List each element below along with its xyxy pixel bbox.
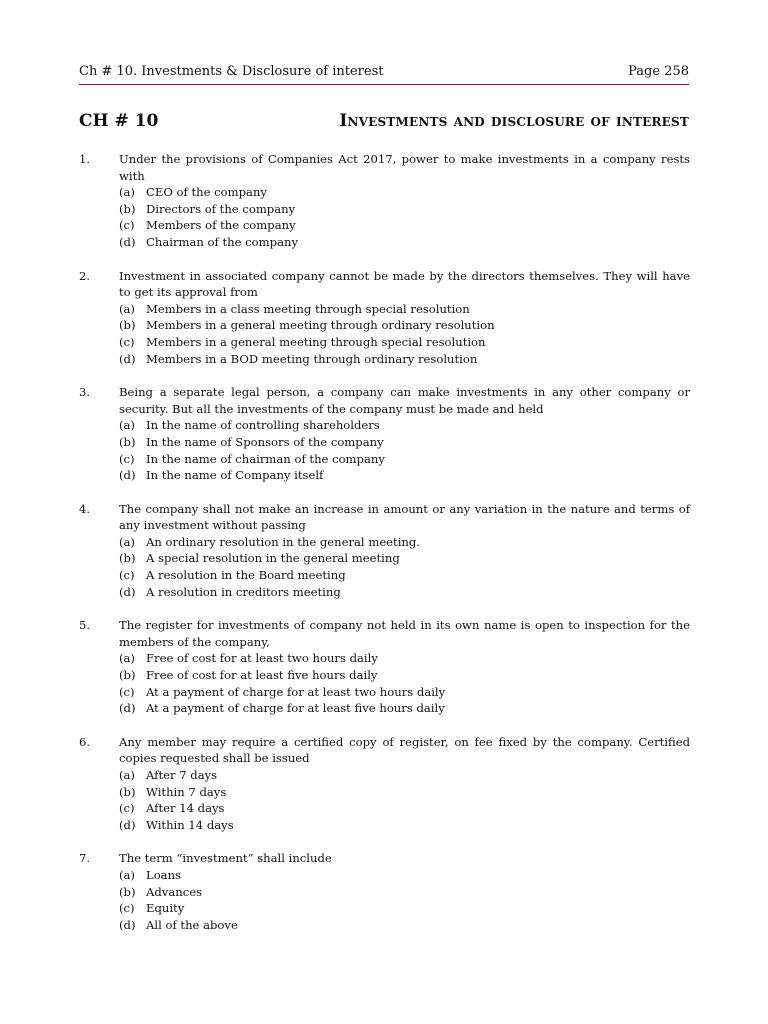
option-text: At a payment of charge for at least two hours daily bbox=[146, 684, 446, 699]
option-c bbox=[119, 217, 690, 234]
option-text: A resolution in creditors meeting bbox=[146, 584, 341, 599]
option-text: After 14 days bbox=[146, 801, 225, 816]
question-number: 7. bbox=[79, 851, 91, 866]
option-text: Members in a class meeting through special resolution bbox=[146, 301, 470, 316]
option-label: (b) bbox=[119, 668, 136, 683]
option-label: (d) bbox=[119, 817, 136, 832]
option-text: A special resolution in the general meeting bbox=[146, 551, 400, 566]
option-label: (b) bbox=[119, 884, 136, 899]
question-number: 6. bbox=[79, 734, 91, 749]
option-label: (d) bbox=[119, 234, 136, 249]
question-text: Any member may require a certified copy of register, on fee fixed by the company. Certified copies requested shall be issued bbox=[119, 734, 690, 766]
question-list bbox=[79, 151, 690, 950]
option-text: A resolution in the Board meeting bbox=[146, 568, 346, 583]
option-d bbox=[119, 700, 690, 717]
option-label: (a) bbox=[119, 651, 135, 666]
option-label: (d) bbox=[119, 584, 136, 599]
option-text: In the name of Company itself bbox=[146, 468, 324, 483]
option-text: In the name of chairman of the company bbox=[146, 451, 385, 466]
option-label: (a) bbox=[119, 301, 135, 316]
option-label: (d) bbox=[119, 701, 136, 716]
option-a bbox=[119, 867, 690, 884]
option-text: An ordinary resolution in the general meeting. bbox=[146, 534, 420, 549]
question-7 bbox=[79, 850, 690, 933]
option-label: (c) bbox=[119, 334, 135, 349]
question-5 bbox=[79, 617, 690, 717]
option-label: (a) bbox=[119, 534, 135, 549]
option-d bbox=[119, 917, 690, 934]
running-header-chapter: Ch # 10. Investments & Disclosure of interest bbox=[79, 64, 384, 79]
option-label: (b) bbox=[119, 434, 136, 449]
question-text: Being a separate legal person, a company can make investments in any other company or security. But all the investments of the company must be made and held bbox=[119, 385, 690, 416]
question-6 bbox=[79, 734, 690, 834]
option-d bbox=[119, 584, 690, 601]
option-label: (b) bbox=[119, 551, 136, 566]
option-c bbox=[119, 334, 690, 351]
chapter-number: CH # 10 bbox=[79, 111, 159, 131]
option-b bbox=[119, 884, 690, 901]
option-label: (c) bbox=[119, 451, 135, 466]
question-number: 3. bbox=[79, 385, 91, 400]
question-3 bbox=[79, 384, 690, 484]
option-text: Advances bbox=[146, 884, 203, 899]
option-d bbox=[119, 351, 690, 368]
option-text: Within 7 days bbox=[146, 784, 227, 799]
option-b bbox=[119, 434, 690, 451]
option-label: (c) bbox=[119, 218, 135, 233]
option-label: (a) bbox=[119, 768, 135, 782]
option-b bbox=[119, 201, 690, 218]
question-text: Under the provisions of Companies Act 2017, power to make investments in a company rests with bbox=[119, 152, 690, 183]
question-1 bbox=[79, 151, 690, 251]
option-label: (c) bbox=[119, 801, 135, 816]
option-text: In the name of controlling shareholders bbox=[146, 418, 380, 433]
option-label: (c) bbox=[119, 901, 135, 916]
question-text: Investment in associated company cannot be made by the directors themselves. They will have to get its approval from bbox=[119, 268, 690, 300]
question-number: 4. bbox=[79, 501, 91, 516]
option-text: Directors of the company bbox=[146, 201, 296, 216]
option-text: CEO of the company bbox=[146, 185, 267, 200]
option-label: (b) bbox=[119, 784, 136, 799]
option-text: All of the above bbox=[146, 917, 238, 932]
option-a bbox=[119, 417, 690, 434]
option-text: Members in a BOD meeting through ordinary resolution bbox=[146, 351, 478, 366]
option-label: (d) bbox=[119, 468, 136, 483]
option-b bbox=[119, 550, 690, 567]
option-text: At a payment of charge for at least five hours daily bbox=[146, 701, 445, 716]
option-label: (a) bbox=[119, 418, 135, 433]
question-2 bbox=[79, 268, 690, 368]
chapter-title: Investments and disclosure of interest bbox=[339, 111, 689, 131]
option-text: Free of cost for at least two hours daily bbox=[146, 651, 378, 666]
option-c bbox=[119, 567, 690, 584]
option-text: Members in a general meeting through ordinary resolution bbox=[146, 318, 495, 333]
option-text: Within 14 days bbox=[146, 817, 234, 832]
chapter-heading bbox=[79, 108, 689, 134]
question-text: The term “investment” shall include bbox=[119, 851, 332, 866]
option-label: (d) bbox=[119, 917, 136, 932]
option-a bbox=[119, 184, 690, 201]
option-text: Members in a general meeting through special resolution bbox=[146, 334, 486, 349]
option-text: Loans bbox=[146, 867, 182, 882]
option-b bbox=[119, 667, 690, 684]
option-a bbox=[119, 767, 690, 784]
option-text: Members of the company bbox=[146, 218, 296, 233]
option-c bbox=[119, 451, 690, 468]
option-label: (d) bbox=[119, 351, 136, 366]
option-label: (b) bbox=[119, 201, 136, 216]
option-text: Equity bbox=[146, 901, 185, 916]
option-label: (b) bbox=[119, 318, 136, 333]
option-c bbox=[119, 900, 690, 917]
option-d bbox=[119, 467, 690, 484]
option-label: (c) bbox=[119, 684, 135, 699]
question-text: The company shall not make an increase in amount or any variation in the nature and terms of any investment without passing bbox=[119, 501, 690, 533]
option-label: (a) bbox=[119, 185, 135, 200]
option-text: Chairman of the company bbox=[146, 234, 299, 249]
question-4 bbox=[79, 501, 690, 601]
option-text: After 7 days bbox=[146, 768, 218, 782]
option-label: (a) bbox=[119, 867, 135, 882]
option-c bbox=[119, 684, 690, 701]
option-text: In the name of Sponsors of the company bbox=[146, 434, 384, 449]
option-c bbox=[119, 800, 690, 817]
option-label: (c) bbox=[119, 568, 135, 583]
question-number: 2. bbox=[79, 268, 91, 283]
running-header bbox=[79, 62, 689, 85]
option-a bbox=[119, 301, 690, 318]
question-number: 1. bbox=[79, 152, 91, 166]
question-number: 5. bbox=[79, 618, 91, 633]
page-number: Page 258 bbox=[628, 64, 689, 79]
option-b bbox=[119, 784, 690, 801]
option-text: Free of cost for at least five hours daily bbox=[146, 668, 378, 683]
option-d bbox=[119, 817, 690, 834]
question-text: The register for investments of company not held in its own name is open to inspection for the members of the company, bbox=[119, 618, 690, 649]
option-b bbox=[119, 317, 690, 334]
option-a bbox=[119, 534, 690, 551]
option-d bbox=[119, 234, 690, 251]
option-a bbox=[119, 650, 690, 667]
